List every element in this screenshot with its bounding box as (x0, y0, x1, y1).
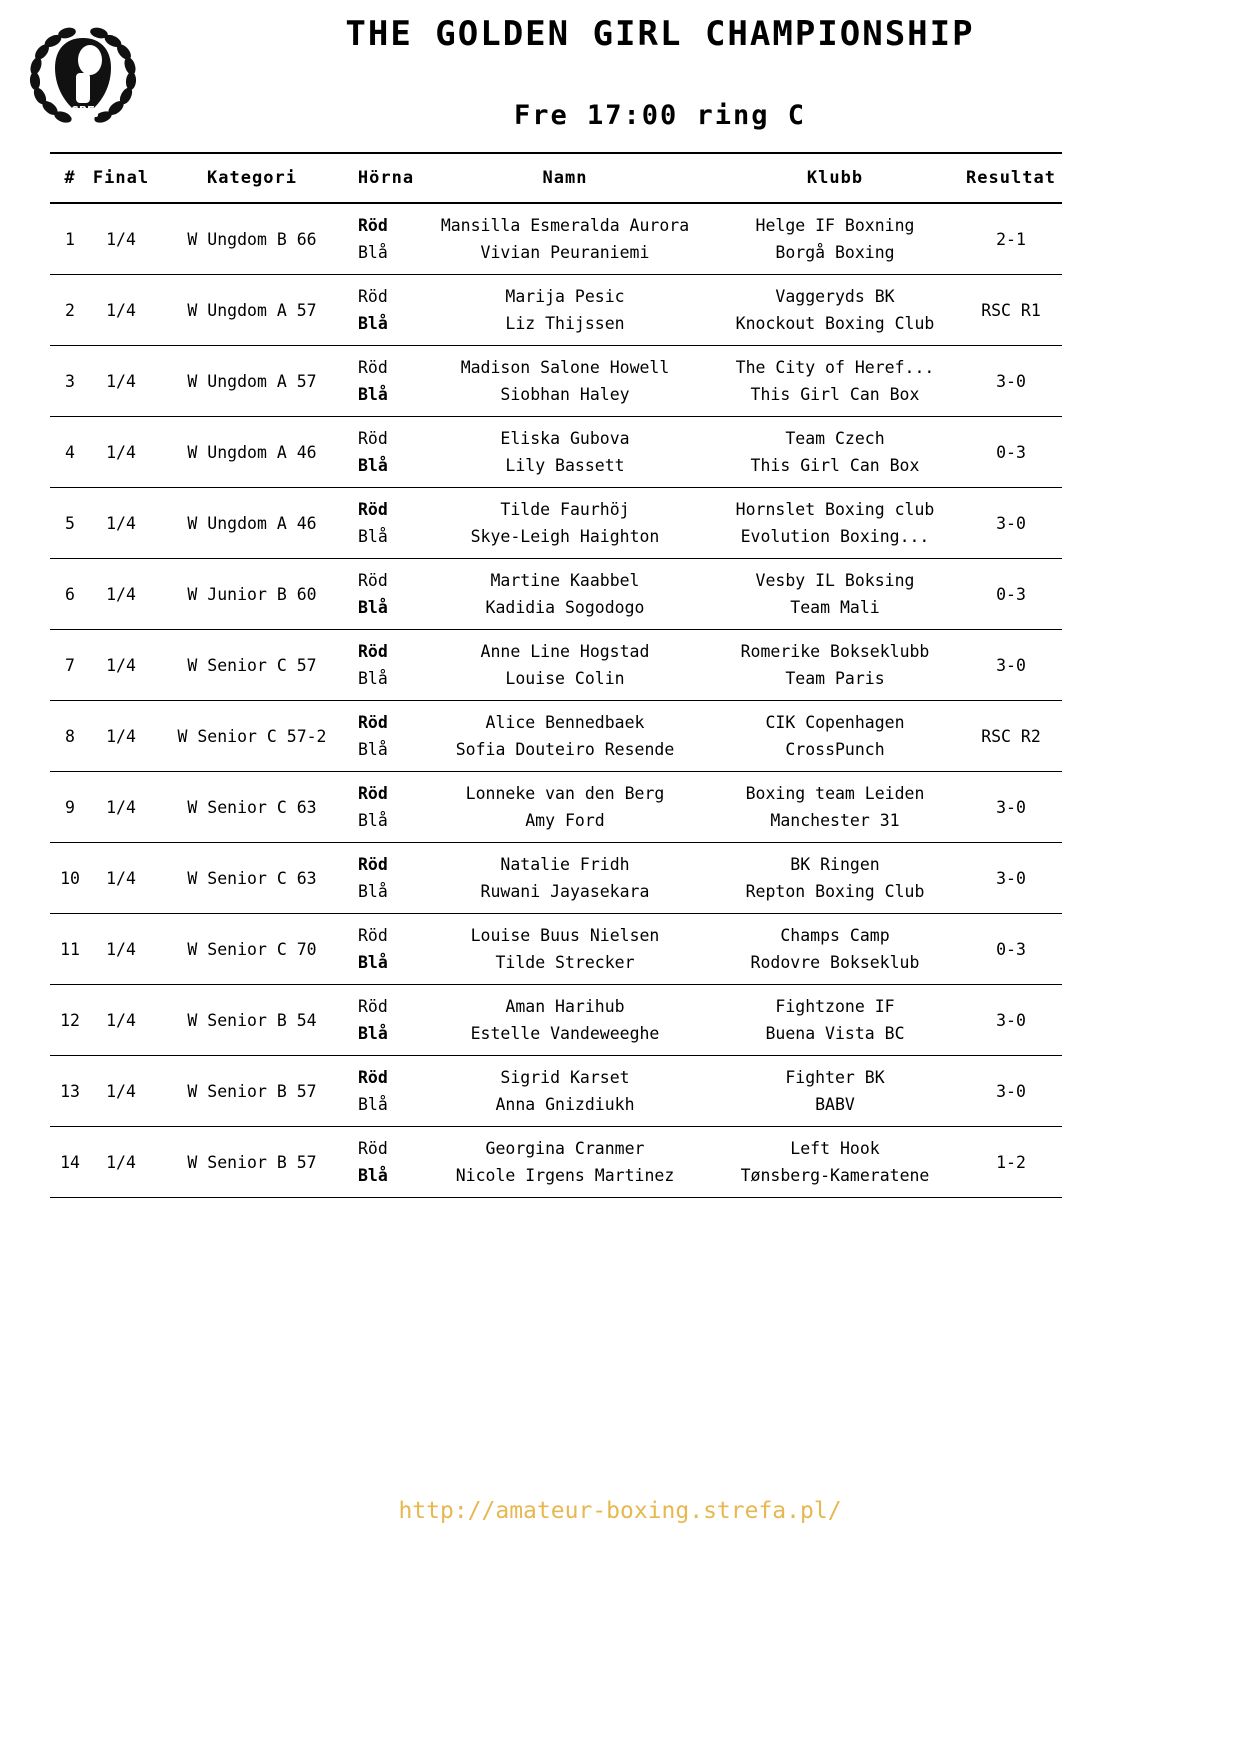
boxer-red-name: Anne Line Hogstad (480, 642, 650, 661)
club-blue-name: BABV (815, 1095, 855, 1114)
bout-number: 4 (65, 442, 75, 462)
bout-corners (352, 843, 420, 914)
bout-result: 3-0 (996, 797, 1026, 817)
boxer-red-name: Alice Bennedbaek (485, 713, 645, 732)
club-red-name: Champs Camp (780, 926, 890, 945)
svg-text:SBF: SBF (71, 105, 95, 120)
bout-result: 2-1 (996, 229, 1026, 249)
bout-names (420, 203, 710, 275)
source-link[interactable]: http://amateur-boxing.strefa.pl/ (398, 1498, 842, 1524)
bout-stage: 1/4 (106, 229, 136, 249)
corner-blue-label: Blå (358, 1024, 388, 1043)
table-row (50, 985, 1062, 1056)
corner-red-label: Röd (358, 429, 388, 448)
bout-stage: 1/4 (106, 513, 136, 533)
bout-corners (352, 1127, 420, 1198)
corner-blue-label: Blå (358, 1095, 388, 1114)
club-red-name: Fightzone IF (775, 997, 895, 1016)
corner-red-label: Röd (358, 855, 388, 874)
bout-names (420, 985, 710, 1056)
bout-result: 3-0 (996, 655, 1026, 675)
table-row (50, 1056, 1062, 1127)
bout-stage: 1/4 (106, 868, 136, 888)
boxer-blue-name: Tilde Strecker (495, 953, 635, 972)
bout-number: 9 (65, 797, 75, 817)
bout-stage: 1/4 (106, 584, 136, 604)
bout-names (420, 914, 710, 985)
table-row (50, 203, 1062, 275)
bout-clubs (710, 417, 960, 488)
bout-corners (352, 488, 420, 559)
club-blue-name: Rodovre Bokseklub (750, 953, 920, 972)
bout-clubs (710, 346, 960, 417)
bout-result: 3-0 (996, 513, 1026, 533)
boxer-blue-name: Ruwani Jayasekara (480, 882, 650, 901)
bout-result: 0-3 (996, 939, 1026, 959)
bout-result: 0-3 (996, 584, 1026, 604)
corner-blue-label: Blå (358, 953, 388, 972)
bout-number: 13 (60, 1081, 80, 1101)
bout-result: 0-3 (996, 442, 1026, 462)
bout-clubs (710, 630, 960, 701)
boxer-blue-name: Louise Colin (505, 669, 625, 688)
club-red-name: Romerike Bokseklubb (740, 642, 930, 661)
club-red-name: Hornslet Boxing club (735, 500, 935, 519)
bout-category: W Junior B 60 (187, 584, 317, 604)
table-body (50, 203, 1062, 1198)
bout-stage: 1/4 (106, 726, 136, 746)
corner-red-label: Röd (358, 1068, 388, 1087)
bout-names (420, 488, 710, 559)
corner-blue-label: Blå (358, 385, 388, 404)
boxer-red-name: Louise Buus Nielsen (470, 926, 660, 945)
club-blue-name: Buena Vista BC (765, 1024, 905, 1043)
table-row (50, 488, 1062, 559)
bout-corners (352, 914, 420, 985)
corner-red-label: Röd (358, 287, 388, 306)
club-blue-name: This Girl Can Box (750, 456, 920, 475)
boxer-blue-name: Estelle Vandeweeghe (470, 1024, 660, 1043)
club-red-name: CIK Copenhagen (765, 713, 905, 732)
table-header-row (50, 153, 1062, 203)
boxer-red-name: Mansilla Esmeralda Aurora (440, 216, 690, 235)
club-blue-name: Borgå Boxing (775, 243, 895, 262)
bout-names (420, 559, 710, 630)
club-blue-name: Team Mali (790, 598, 880, 617)
bout-clubs (710, 772, 960, 843)
bout-stage: 1/4 (106, 300, 136, 320)
document-header (0, 0, 1240, 150)
bout-stage: 1/4 (106, 939, 136, 959)
corner-red-label: Röd (358, 500, 388, 519)
boxer-blue-name: Amy Ford (525, 811, 605, 830)
bout-result: RSC R2 (981, 726, 1041, 746)
corner-blue-label: Blå (358, 527, 388, 546)
bout-clubs (710, 843, 960, 914)
col-header-number: # (50, 153, 90, 203)
bout-corners (352, 417, 420, 488)
corner-red-label: Röd (358, 997, 388, 1016)
bout-category: W Senior B 57 (187, 1081, 317, 1101)
corner-blue-label: Blå (358, 1166, 388, 1185)
table-row (50, 772, 1062, 843)
bout-stage: 1/4 (106, 1010, 136, 1030)
bout-stage: 1/4 (106, 1152, 136, 1172)
col-header-klubb: Klubb (710, 153, 960, 203)
club-red-name: Team Czech (785, 429, 885, 448)
boxer-red-name: Georgina Cranmer (485, 1139, 645, 1158)
bout-number: 8 (65, 726, 75, 746)
corner-blue-label: Blå (358, 243, 388, 262)
club-red-name: Fighter BK (785, 1068, 885, 1087)
club-red-name: Vaggeryds BK (775, 287, 895, 306)
corner-red-label: Röd (358, 713, 388, 732)
bout-number: 14 (60, 1152, 80, 1172)
boxer-red-name: Marija Pesic (505, 287, 625, 306)
bout-result: 3-0 (996, 868, 1026, 888)
corner-blue-label: Blå (358, 456, 388, 475)
bout-category: W Senior B 57 (187, 1152, 317, 1172)
club-blue-name: Manchester 31 (770, 811, 900, 830)
club-blue-name: Tønsberg-Kameratene (740, 1166, 930, 1185)
corner-blue-label: Blå (358, 669, 388, 688)
boxer-red-name: Martine Kaabbel (490, 571, 640, 590)
bout-names (420, 1056, 710, 1127)
corner-red-label: Röd (358, 1139, 388, 1158)
bout-corners (352, 346, 420, 417)
bout-category: W Senior C 70 (187, 939, 317, 959)
table-row (50, 559, 1062, 630)
boxer-blue-name: Lily Bassett (505, 456, 625, 475)
col-header-namn: Namn (420, 153, 710, 203)
bout-category: W Senior C 57 (187, 655, 317, 675)
bout-category: W Senior C 57-2 (177, 726, 327, 746)
bout-clubs (710, 914, 960, 985)
club-blue-name: CrossPunch (785, 740, 885, 759)
bout-stage: 1/4 (106, 655, 136, 675)
bout-clubs (710, 275, 960, 346)
corner-blue-label: Blå (358, 314, 388, 333)
bout-corners (352, 275, 420, 346)
bout-number: 5 (65, 513, 75, 533)
bout-category: W Senior B 54 (187, 1010, 317, 1030)
bout-number: 7 (65, 655, 75, 675)
bout-corners (352, 203, 420, 275)
boxer-red-name: Madison Salone Howell (460, 358, 670, 377)
bout-number: 10 (60, 868, 80, 888)
table-row (50, 701, 1062, 772)
bout-clubs (710, 559, 960, 630)
table-row (50, 843, 1062, 914)
bout-corners (352, 559, 420, 630)
table-row (50, 630, 1062, 701)
bout-number: 6 (65, 584, 75, 604)
bout-stage: 1/4 (106, 442, 136, 462)
bout-category: W Ungdom A 46 (187, 442, 317, 462)
sbf-wreath-logo-icon (22, 16, 144, 138)
bout-category: W Senior C 63 (187, 868, 317, 888)
bout-clubs (710, 488, 960, 559)
bout-result: 3-0 (996, 1081, 1026, 1101)
corner-red-label: Röd (358, 216, 388, 235)
boxer-blue-name: Vivian Peuraniemi (480, 243, 650, 262)
boxer-blue-name: Nicole Irgens Martinez (455, 1166, 675, 1185)
col-header-kategori: Kategori (152, 153, 352, 203)
table-row (50, 914, 1062, 985)
boxer-red-name: Eliska Gubova (500, 429, 630, 448)
bout-category: W Ungdom A 57 (187, 371, 317, 391)
bout-stage: 1/4 (106, 1081, 136, 1101)
bout-names (420, 630, 710, 701)
bout-stage: 1/4 (106, 371, 136, 391)
club-blue-name: Team Paris (785, 669, 885, 688)
bout-result: 1-2 (996, 1152, 1026, 1172)
bout-number: 1 (65, 229, 75, 249)
session-subtitle: Fre 17:00 ring C (513, 100, 807, 131)
corner-blue-label: Blå (358, 882, 388, 901)
bout-names (420, 346, 710, 417)
bout-corners (352, 701, 420, 772)
corner-red-label: Röd (358, 642, 388, 661)
bout-corners (352, 985, 420, 1056)
boxer-blue-name: Liz Thijssen (505, 314, 625, 333)
boxer-blue-name: Anna Gnizdiukh (495, 1095, 635, 1114)
corner-blue-label: Blå (358, 811, 388, 830)
club-red-name: Vesby IL Boksing (755, 571, 915, 590)
table-row (50, 1127, 1062, 1198)
table-header (50, 153, 1062, 203)
club-red-name: BK Ringen (790, 855, 880, 874)
boxer-red-name: Sigrid Karset (500, 1068, 630, 1087)
corner-blue-label: Blå (358, 598, 388, 617)
club-blue-name: This Girl Can Box (750, 385, 920, 404)
club-blue-name: Knockout Boxing Club (735, 314, 935, 333)
bout-number: 12 (60, 1010, 80, 1030)
bout-category: W Senior C 63 (187, 797, 317, 817)
club-red-name: The City of Heref... (735, 358, 935, 377)
bout-clubs (710, 701, 960, 772)
club-red-name: Left Hook (790, 1139, 880, 1158)
bout-clubs (710, 1127, 960, 1198)
club-blue-name: Evolution Boxing... (740, 527, 930, 546)
bout-result: 3-0 (996, 1010, 1026, 1030)
boxer-red-name: Aman Harihub (505, 997, 625, 1016)
bout-number: 11 (60, 939, 80, 959)
boxer-blue-name: Siobhan Haley (500, 385, 630, 404)
bout-result: 3-0 (996, 371, 1026, 391)
bout-result: RSC R1 (981, 300, 1041, 320)
bout-clubs (710, 203, 960, 275)
bout-names (420, 275, 710, 346)
corner-red-label: Röd (358, 784, 388, 803)
boxer-blue-name: Kadidia Sogodogo (485, 598, 645, 617)
bout-names (420, 772, 710, 843)
bout-names (420, 1127, 710, 1198)
bout-names (420, 701, 710, 772)
bout-corners (352, 630, 420, 701)
bout-names (420, 843, 710, 914)
bout-category: W Ungdom A 46 (187, 513, 317, 533)
corner-red-label: Röd (358, 358, 388, 377)
page-title: THE GOLDEN GIRL CHAMPIONSHIP (345, 14, 975, 54)
boxer-blue-name: Sofia Douteiro Resende (455, 740, 675, 759)
bout-corners (352, 772, 420, 843)
club-blue-name: Repton Boxing Club (745, 882, 925, 901)
bout-names (420, 417, 710, 488)
bout-corners (352, 1056, 420, 1127)
bouts-table (50, 152, 1062, 1198)
corner-red-label: Röd (358, 926, 388, 945)
bout-category: W Ungdom A 57 (187, 300, 317, 320)
table-row (50, 275, 1062, 346)
club-red-name: Boxing team Leiden (745, 784, 925, 803)
bouts-table-container (50, 152, 1062, 1198)
corner-blue-label: Blå (358, 740, 388, 759)
club-red-name: Helge IF Boxning (755, 216, 915, 235)
table-row (50, 346, 1062, 417)
bout-number: 3 (65, 371, 75, 391)
col-header-resultat: Resultat (960, 153, 1062, 203)
bout-category: W Ungdom B 66 (187, 229, 317, 249)
corner-red-label: Röd (358, 571, 388, 590)
col-header-final: Final (90, 153, 152, 203)
boxer-red-name: Tilde Faurhöj (500, 500, 630, 519)
boxer-red-name: Natalie Fridh (500, 855, 630, 874)
bout-clubs (710, 985, 960, 1056)
bout-stage: 1/4 (106, 797, 136, 817)
col-header-horna: Hörna (352, 153, 420, 203)
bout-number: 2 (65, 300, 75, 320)
boxer-blue-name: Skye-Leigh Haighton (470, 527, 660, 546)
bout-clubs (710, 1056, 960, 1127)
table-row (50, 417, 1062, 488)
boxer-red-name: Lonneke van den Berg (465, 784, 665, 803)
